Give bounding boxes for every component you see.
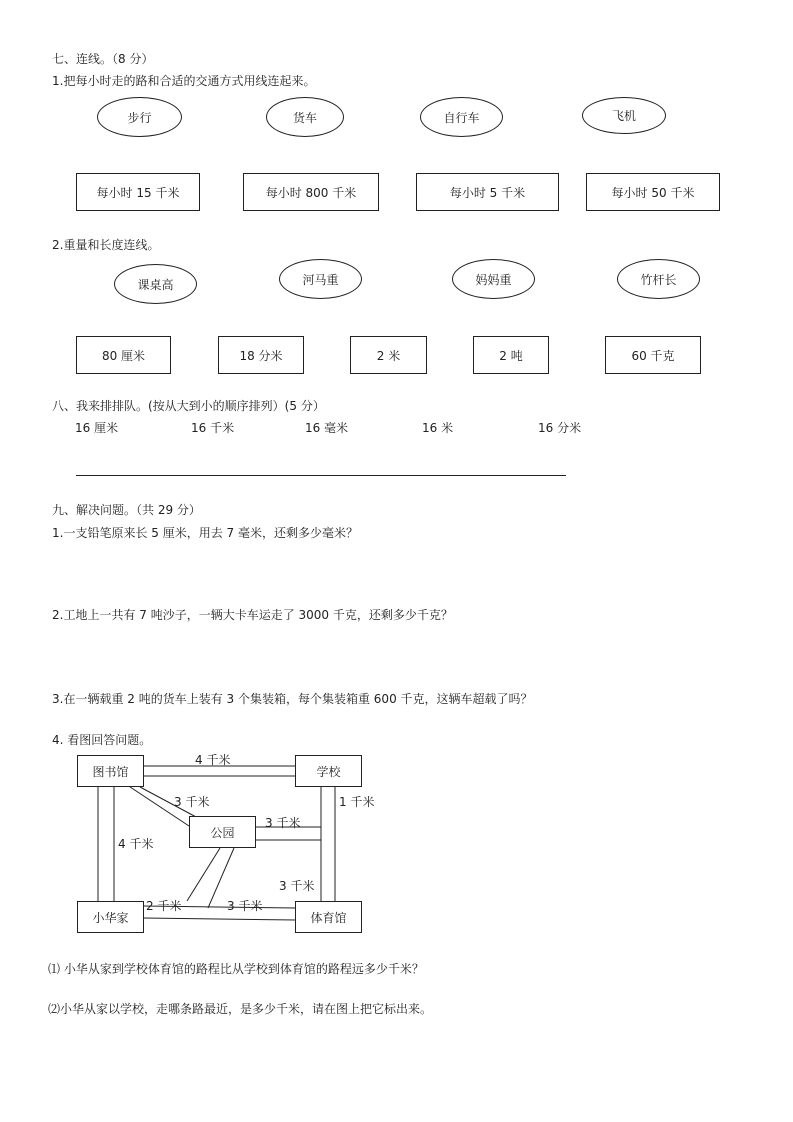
order-value: 16 分米 <box>538 421 582 435</box>
distance-home-park: 2 千米 <box>146 899 182 913</box>
order-value: 16 千米 <box>191 421 235 435</box>
place-school <box>295 755 362 787</box>
section7-title: 七、连线。（8 分） <box>52 52 154 66</box>
problem-4: 4. 看图回答问题。 <box>52 733 152 747</box>
place-park <box>189 816 256 848</box>
speed-label: 每小时 50 千米 <box>611 185 695 200</box>
place-label: 图书馆 <box>92 764 129 779</box>
place-label: 小华家 <box>92 910 129 925</box>
place-gym <box>295 901 362 933</box>
measure-label: 60 千克 <box>631 348 675 363</box>
sub-question-2: ⑵小华从家以学校，走哪条路最近，是多少千米，请在图上把它标出来。 <box>48 1002 433 1016</box>
item-label: 竹杆长 <box>640 272 677 287</box>
problem-1: 1.一支铅笔原来长 5 厘米，用去 7 毫米，还剩多少毫米？ <box>52 526 358 540</box>
section7-q2: 2.重量和长度连线。 <box>52 238 160 252</box>
distance-home-gym: 3 千米 <box>227 899 263 913</box>
section7-q1: 1.把每小时走的路和合适的交通方式用线连起来。 <box>52 74 316 88</box>
distance-school-gym: 1 千米 <box>339 795 375 809</box>
measure-label: 2 米 <box>376 348 401 363</box>
place-label: 学校 <box>316 764 341 779</box>
order-value: 16 米 <box>422 421 454 435</box>
distance-park-gym: 3 千米 <box>279 879 315 893</box>
place-label: 体育馆 <box>310 910 347 925</box>
section8-title: 八、我来排排队。(按从大到小的顺序排列）(5 分） <box>52 399 325 413</box>
order-value: 16 毫米 <box>305 421 349 435</box>
vehicle-label: 货车 <box>292 110 317 125</box>
speed-label: 每小时 5 千米 <box>449 185 526 200</box>
speed-label: 每小时 800 千米 <box>265 185 357 200</box>
measure-label: 2 吨 <box>499 348 523 363</box>
problem-3: 3.在一辆载重 2 吨的货车上装有 3 个集装箱，每个集装箱重 600 千克，这辆车超载了吗？ <box>52 692 533 706</box>
vehicle-label: 自行车 <box>443 110 480 125</box>
measure-label: 18 分米 <box>239 348 283 363</box>
distance-library-school: 4 千米 <box>195 753 231 767</box>
item-label: 课桌高 <box>137 277 174 292</box>
item-label: 河马重 <box>302 272 339 287</box>
place-home <box>77 901 144 933</box>
measure-label: 80 厘米 <box>101 348 146 363</box>
distance-library-park: 3 千米 <box>174 795 210 809</box>
order-value: 16 厘米 <box>75 421 119 435</box>
sub-question-1: ⑴ 小华从家到学校体育馆的路程比从学校到体育馆的路程远多少千米？ <box>48 962 424 976</box>
distance-park-school: 3 千米 <box>265 816 301 830</box>
place-library <box>77 755 144 787</box>
section9-title: 九、解决问题。（共 29 分） <box>52 503 201 517</box>
item-label: 妈妈重 <box>475 272 512 287</box>
vehicle-label: 飞机 <box>611 109 636 123</box>
speed-label: 每小时 15 千米 <box>96 185 180 200</box>
distance-library-home: 4 千米 <box>118 837 154 851</box>
vehicle-label: 步行 <box>127 110 152 125</box>
place-label: 公园 <box>210 825 235 840</box>
problem-2: 2.工地上一共有 7 吨沙子，一辆大卡车运走了 3000 千克，还剩多少千克？ <box>52 608 453 622</box>
